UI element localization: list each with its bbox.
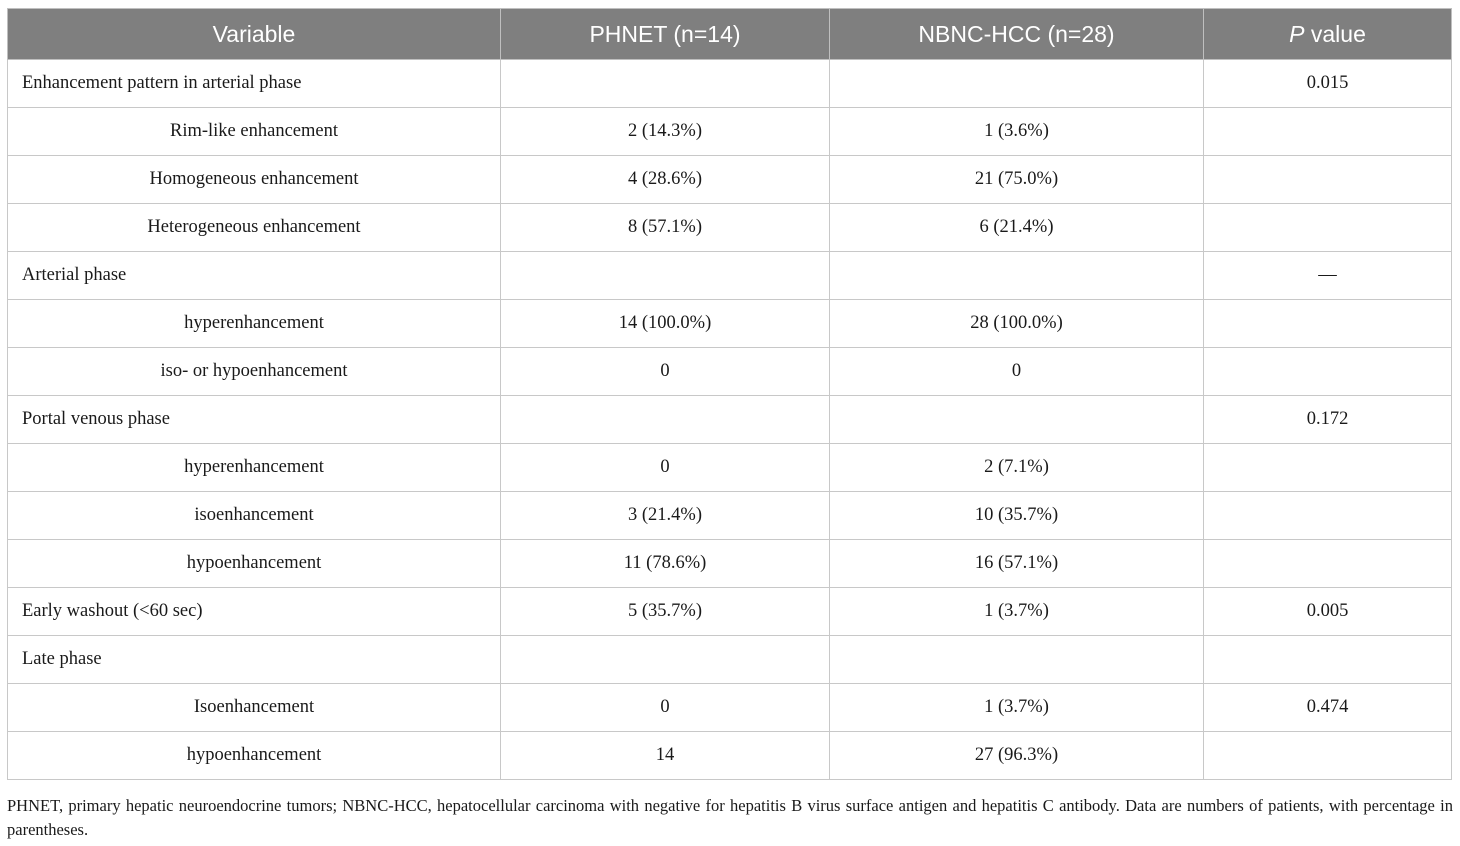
- results-table: [7, 8, 1452, 780]
- table-row: [8, 204, 1452, 252]
- cell-p-value: [1204, 540, 1452, 588]
- table-footnote: PHNET, primary hepatic neuroendocrine tumors; NBNC-HCC, hepatocellular carcinoma with negative for hepatitis B virus surface antigen and hepatitis C antibody. Data are numbers of patients, with percentage in parentheses.: [7, 796, 1453, 839]
- row-label: Late phase: [8, 636, 501, 684]
- row-label: Enhancement pattern in arterial phase: [8, 60, 501, 108]
- cell-phnet: 5 (35.7%): [501, 588, 830, 636]
- cell-nbnc-hcc: [830, 252, 1204, 300]
- cell-p-value: [1204, 492, 1452, 540]
- table-row: [8, 60, 1452, 108]
- cell-phnet: 0: [501, 348, 830, 396]
- row-label: hyperenhancement: [8, 300, 501, 348]
- table-row: [8, 732, 1452, 780]
- row-label: Early washout (<60 sec): [8, 588, 501, 636]
- cell-phnet: 0: [501, 444, 830, 492]
- cell-p-value: [1204, 732, 1452, 780]
- row-label: Portal venous phase: [8, 396, 501, 444]
- table-row: [8, 108, 1452, 156]
- table-row: [8, 540, 1452, 588]
- header-variable: Variable: [8, 9, 501, 60]
- cell-p-value: 0.015: [1204, 60, 1452, 108]
- cell-phnet: 14 (100.0%): [501, 300, 830, 348]
- header-p-value: [1204, 9, 1452, 60]
- cell-phnet: 4 (28.6%): [501, 156, 830, 204]
- cell-p-value: [1204, 348, 1452, 396]
- cell-nbnc-hcc: 1 (3.7%): [830, 684, 1204, 732]
- cell-nbnc-hcc: 10 (35.7%): [830, 492, 1204, 540]
- cell-phnet: [501, 60, 830, 108]
- cell-p-value: [1204, 444, 1452, 492]
- cell-nbnc-hcc: 27 (96.3%): [830, 732, 1204, 780]
- table-row: [8, 300, 1452, 348]
- table-row: [8, 252, 1452, 300]
- cell-nbnc-hcc: 1 (3.7%): [830, 588, 1204, 636]
- cell-phnet: 11 (78.6%): [501, 540, 830, 588]
- cell-p-value: [1204, 156, 1452, 204]
- table-row: [8, 156, 1452, 204]
- row-label: Rim-like enhancement: [8, 108, 501, 156]
- row-label: Arterial phase: [8, 252, 501, 300]
- table-body: [8, 60, 1452, 780]
- row-label: hyperenhancement: [8, 444, 501, 492]
- header-p-suffix: value: [1304, 20, 1366, 47]
- table-row: [8, 348, 1452, 396]
- cell-nbnc-hcc: 6 (21.4%): [830, 204, 1204, 252]
- cell-p-value: [1204, 636, 1452, 684]
- cell-p-value: 0.005: [1204, 588, 1452, 636]
- row-label: Homogeneous enhancement: [8, 156, 501, 204]
- cell-phnet: [501, 396, 830, 444]
- table-row: [8, 492, 1452, 540]
- table-row: [8, 444, 1452, 492]
- cell-p-value: [1204, 108, 1452, 156]
- cell-nbnc-hcc: [830, 396, 1204, 444]
- header-p-letter: P: [1289, 20, 1305, 47]
- results-table-container: [7, 8, 1451, 780]
- cell-phnet: [501, 636, 830, 684]
- cell-phnet: [501, 252, 830, 300]
- cell-nbnc-hcc: [830, 636, 1204, 684]
- cell-phnet: 2 (14.3%): [501, 108, 830, 156]
- cell-nbnc-hcc: 0: [830, 348, 1204, 396]
- table-header-row: [8, 9, 1452, 60]
- header-phnet: PHNET (n=14): [501, 9, 830, 60]
- row-label: hypoenhancement: [8, 732, 501, 780]
- cell-phnet: 0: [501, 684, 830, 732]
- cell-p-value: —: [1204, 252, 1452, 300]
- cell-p-value: [1204, 300, 1452, 348]
- table-row: [8, 396, 1452, 444]
- table-row: [8, 684, 1452, 732]
- cell-nbnc-hcc: 2 (7.1%): [830, 444, 1204, 492]
- cell-nbnc-hcc: 16 (57.1%): [830, 540, 1204, 588]
- cell-nbnc-hcc: 1 (3.6%): [830, 108, 1204, 156]
- row-label: hypoenhancement: [8, 540, 501, 588]
- cell-p-value: [1204, 204, 1452, 252]
- cell-nbnc-hcc: 21 (75.0%): [830, 156, 1204, 204]
- row-label: isoenhancement: [8, 492, 501, 540]
- cell-nbnc-hcc: 28 (100.0%): [830, 300, 1204, 348]
- row-label: Isoenhancement: [8, 684, 501, 732]
- table-row: [8, 636, 1452, 684]
- cell-nbnc-hcc: [830, 60, 1204, 108]
- row-label: Heterogeneous enhancement: [8, 204, 501, 252]
- cell-p-value: 0.474: [1204, 684, 1452, 732]
- cell-phnet: 8 (57.1%): [501, 204, 830, 252]
- header-nbnc-hcc: NBNC-HCC (n=28): [830, 9, 1204, 60]
- table-row: [8, 588, 1452, 636]
- row-label: iso- or hypoenhancement: [8, 348, 501, 396]
- cell-phnet: 3 (21.4%): [501, 492, 830, 540]
- cell-phnet: 14: [501, 732, 830, 780]
- cell-p-value: 0.172: [1204, 396, 1452, 444]
